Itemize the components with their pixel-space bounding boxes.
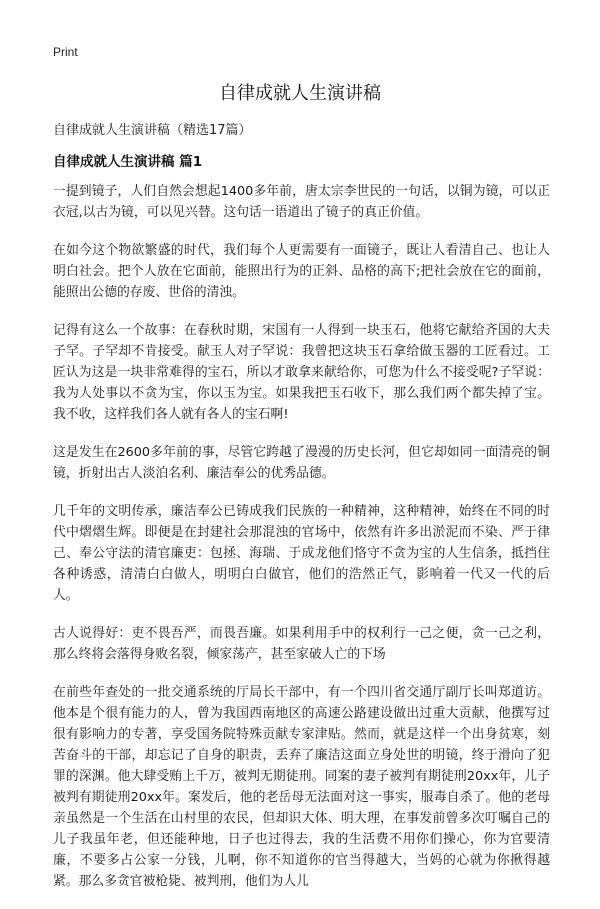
paragraph-3: 记得有这么一个故事：在春秋时期，宋国有一人得到一块玉石，他将它献给齐国的大夫子罕。子罕却不肯接受。献玉人对子罕说：我曾把这块玉石拿给做玉器的工匠看过。工匠认为这是一块非常难得的宝石，所以才敢拿来献给你，可您为什么不接受呢?子罕说：我为人处事以不贪为宝，你以玉为宝。如果我把玉石收下，那么我们两个都失掉了宝。我不收，这样我们各人就有各人的宝石啊! bbox=[53, 323, 550, 422]
document-subtitle: 自律成就人生演讲稿（精选17篇） bbox=[53, 123, 252, 138]
paragraph-7: 在前些年查处的一批交通系统的厅局长干部中，有一个四川省交通厅副厅长叫郑道访。他本是个很有能力的人，曾为我国西南地区的高速公路建设做出过重大贡献，他撰写过很有影响力的专著，享受国务院特殊贡献专家津贴。然而，就是这样一个出身贫寒，刻苦奋斗的干部，却忘记了自身的职责，丢弃了廉洁这面立身处世的明镜，终于滑向了犯罪的深渊。他大肆受贿上千万，被判无期徒刑。同案的妻子被判有期徒刑20xx年，儿子被判有期徒刑20xx年。案发后，他的老岳母无法面对这一事实，服毒自杀了。他的老母亲虽然是一个生活在山村里的农民，但却识大体、明大理，在事发前曾多次叮嘱自己的儿子我虽年老，但还能种地，日子也过得去，我的生活费不用你们操心，你为官要清廉，不要多占公家一分钱，儿啊，你不知道你的官当得越大，当妈的心就为你揪得越紧。那么多贪官被枪毙、被判刑，他们为人儿 bbox=[53, 685, 550, 889]
paragraph-5: 几千年的文明传承，廉洁奉公已铸成我们民族的一种精神，这种精神，始终在不同的时代中熠熠生辉。即便是在封建社会那混浊的官场中，依然有许多出淤泥而不染、严于律己、奉公守法的清官廉吏：包拯、海瑞、于成龙他们恪守不贪为宝的人生信条，抵挡住各种诱惑，清清白白做人，明明白白做官，他们的浩然正气，影响着一代又一代的后人。 bbox=[53, 504, 550, 603]
paragraph-4: 这是发生在2600多年前的事，尽管它跨越了漫漫的历史长河，但它却如同一面清亮的铜镜，折射出古人淡泊名利、廉洁奉公的优秀品德。 bbox=[53, 445, 550, 481]
paragraph-2: 在如今这个物欲繁盛的时代，我们每个人更需要有一面镜子，既让人看清自己、也让人明白社会。把个人放在它面前，能照出行为的正斜、品格的高下;把社会放在它的面前，能照出公德的存废、世俗的清浊。 bbox=[53, 243, 550, 300]
print-link[interactable]: Print bbox=[53, 45, 78, 59]
paragraph-6: 古人说得好：吏不畏吾严，而畏吾廉。如果利用手中的权利行一己之便，贪一己之利，那么终将会落得身败名裂，倾家荡产，甚至家破人亡的下场 bbox=[53, 626, 550, 662]
paragraph-1: 一提到镜子，人们自然会想起1400多年前，唐太宗李世民的一句话，以铜为镜，可以正衣冠,以古为镜，可以见兴替。这句话一语道出了镜子的真正价值。 bbox=[53, 184, 550, 220]
body-text bbox=[53, 181, 550, 909]
section-heading: 自律成就人生演讲稿 篇1 bbox=[53, 154, 203, 170]
document-title: 自律成就人生演讲稿 bbox=[219, 83, 381, 104]
